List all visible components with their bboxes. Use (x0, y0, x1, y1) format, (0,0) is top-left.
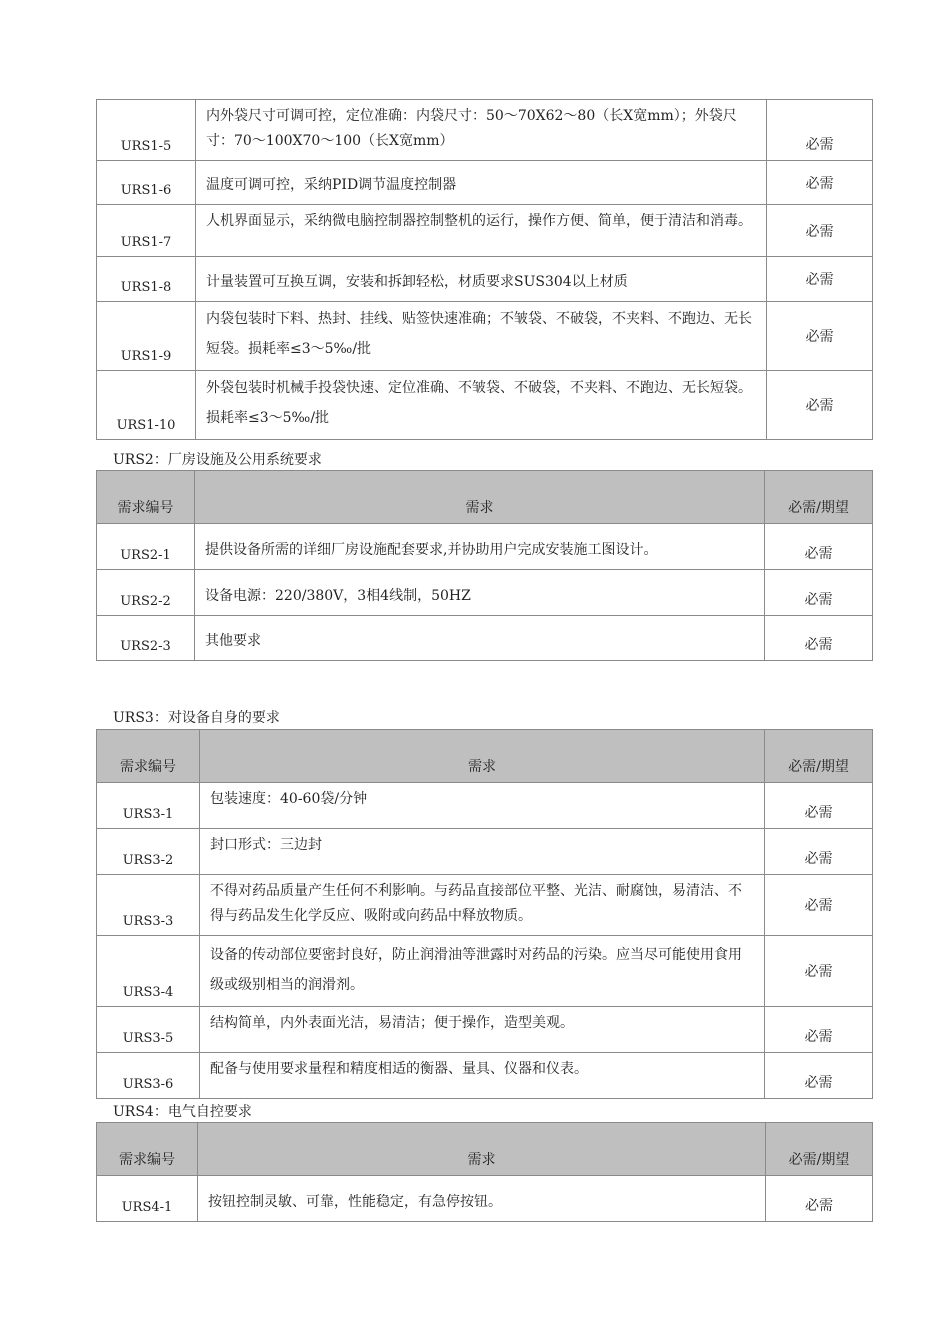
table-row (97, 100, 873, 161)
req-priority: 必需 (766, 1176, 873, 1222)
urs4-section-title: URS4：电气自控要求 (113, 1104, 252, 1120)
req-priority: 必需 (765, 936, 873, 1007)
table-row (97, 570, 873, 616)
req-code: URS4-1 (97, 1176, 198, 1222)
table-header-row (97, 471, 873, 524)
table-header-row (97, 1123, 873, 1176)
req-priority: 必需 (765, 616, 873, 661)
req-priority: 必需 (767, 371, 873, 440)
table-row (97, 161, 873, 205)
req-text: 包装速度：40-60袋/分钟 (200, 783, 765, 829)
req-code: URS1-5 (97, 100, 196, 161)
table-row (97, 524, 873, 570)
header-must: 必需/期望 (765, 730, 873, 783)
req-code: URS3-5 (97, 1007, 200, 1053)
req-text: 提供设备所需的详细厂房设施配套要求,并协助用户完成安装施工图设计。 (195, 524, 765, 570)
table-row (97, 829, 873, 875)
header-must: 必需/期望 (766, 1123, 873, 1176)
table-row (97, 783, 873, 829)
req-text: 封口形式：三边封 (200, 829, 765, 875)
urs3-table (96, 729, 873, 1099)
req-priority: 必需 (765, 875, 873, 936)
req-code: URS3-3 (97, 875, 200, 936)
urs4-table (96, 1122, 873, 1222)
req-priority: 必需 (765, 1053, 873, 1099)
table-row (97, 205, 873, 257)
req-text: 内外袋尺寸可调可控，定位准确：内袋尺寸：50～70X62～80（长X宽mm）；外袋尺寸：70～100X70～100（长X宽mm） (196, 100, 767, 161)
table-row (97, 302, 873, 371)
table-row (97, 616, 873, 661)
table-row (97, 875, 873, 936)
header-req: 需求 (198, 1123, 766, 1176)
req-text: 人机界面显示，采纳微电脑控制器控制整机的运行，操作方便、简单，便于清洁和消毒。 (196, 205, 767, 257)
req-code: URS1-8 (97, 257, 196, 302)
req-priority: 必需 (767, 205, 873, 257)
table-row (97, 1053, 873, 1099)
table-header-row (97, 730, 873, 783)
header-req: 需求 (200, 730, 765, 783)
table-row (97, 1176, 873, 1222)
req-priority: 必需 (765, 783, 873, 829)
req-priority: 必需 (765, 570, 873, 616)
table-row (97, 257, 873, 302)
req-priority: 必需 (767, 100, 873, 161)
req-code: URS1-9 (97, 302, 196, 371)
header-code: 需求编号 (97, 471, 195, 524)
req-text: 温度可调可控，采纳PID调节温度控制器 (196, 161, 767, 205)
req-priority: 必需 (765, 829, 873, 875)
req-code: URS2-3 (97, 616, 195, 661)
req-code: URS1-10 (97, 371, 196, 440)
req-code: URS3-4 (97, 936, 200, 1007)
req-code: URS3-2 (97, 829, 200, 875)
req-priority: 必需 (767, 161, 873, 205)
header-code: 需求编号 (97, 730, 200, 783)
req-text: 结构简单，内外表面光洁，易清洁；便于操作，造型美观。 (200, 1007, 765, 1053)
req-code: URS3-6 (97, 1053, 200, 1099)
table-row (97, 371, 873, 440)
req-text: 设备电源：220/380V，3相4线制，50HZ (195, 570, 765, 616)
req-text: 设备的传动部位要密封良好，防止润滑油等泄露时对药品的污染。应当尽可能使用食用级或级别相当的润滑剂。 (200, 936, 765, 1007)
req-text: 内袋包装时下料、热封、挂线、贴签快速准确；不皱袋、不破袋，不夹料、不跑边、无长短袋。损耗率≤3～5‰/批 (196, 302, 767, 371)
req-text: 外袋包装时机械手投袋快速、定位准确、不皱袋、不破袋，不夹料、不跑边、无长短袋。损耗率≤3～5‰/批 (196, 371, 767, 440)
req-text: 计量装置可互换互调，安装和拆卸轻松，材质要求SUS304以上材质 (196, 257, 767, 302)
header-code: 需求编号 (97, 1123, 198, 1176)
table-row (97, 1007, 873, 1053)
urs1-table (96, 99, 873, 440)
urs2-table (96, 470, 873, 661)
req-code: URS2-1 (97, 524, 195, 570)
req-text: 按钮控制灵敏、可靠，性能稳定，有急停按钮。 (198, 1176, 766, 1222)
req-code: URS2-2 (97, 570, 195, 616)
header-must: 必需/期望 (765, 471, 873, 524)
urs2-section-title: URS2：厂房设施及公用系统要求 (113, 452, 322, 468)
req-priority: 必需 (767, 257, 873, 302)
req-text: 不得对药品质量产生任何不利影响。与药品直接部位平整、光洁、耐腐蚀，易清洁、不得与药品发生化学反应、吸附或向药品中释放物质。 (200, 875, 765, 936)
req-priority: 必需 (767, 302, 873, 371)
req-priority: 必需 (765, 1007, 873, 1053)
req-code: URS1-6 (97, 161, 196, 205)
urs3-section-title: URS3：对设备自身的要求 (113, 710, 280, 726)
req-text: 其他要求 (195, 616, 765, 661)
table-row (97, 936, 873, 1007)
req-code: URS3-1 (97, 783, 200, 829)
req-priority: 必需 (765, 524, 873, 570)
header-req: 需求 (195, 471, 765, 524)
req-text: 配备与使用要求量程和精度相适的衡器、量具、仪器和仪表。 (200, 1053, 765, 1099)
req-code: URS1-7 (97, 205, 196, 257)
